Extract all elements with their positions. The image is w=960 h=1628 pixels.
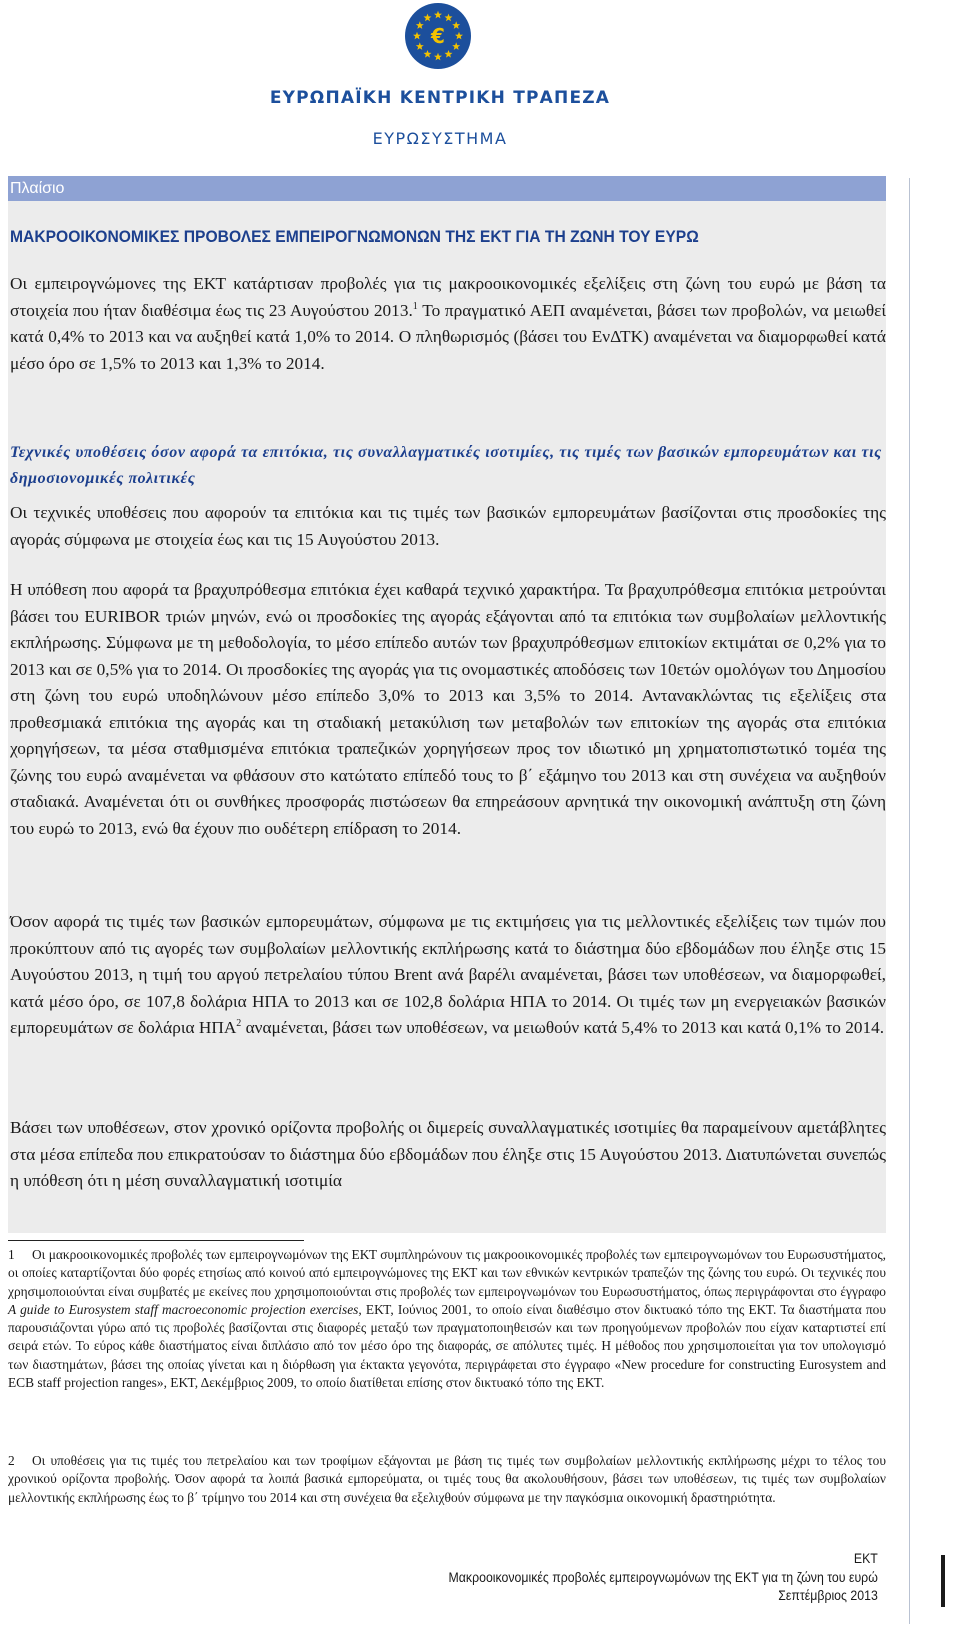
paragraph-exchange-rates: Βάσει των υποθέσεων, στον χρονικό ορίζοντα προβολής οι διμερείς συναλλαγματικές ισοτιμίες θα παραμείνουν αμετάβλητες στα μέσα επίπεδα που επικρατούσαν το διάστημα δύο εβδομάδων που έληξε στις 15 Αυγούστου 2013. Διατυπώνεται συνεπώς η υπόθεση ότι η μέση συναλλαγματική ισοτιμία bbox=[10, 1118, 886, 1190]
paragraph-interest-rates-intro: Οι τεχνικές υποθέσεις που αφορούν τα επιτόκια και τις τιμές των βασικών εμπορευμάτων βασίζονται στις προσδοκίες της αγοράς σύμφωνα με στοιχεία έως και τις 15 Αυγούστου 2013. bbox=[10, 503, 886, 549]
footer-date: Σεπτέμβριος 2013 bbox=[778, 1587, 878, 1603]
footer-publication: Μακροοικονομικές προβολές εμπειρογνωμόνων της ΕΚΤ για τη ζώνη του ευρώ bbox=[448, 1568, 878, 1585]
page-footer bbox=[449, 1549, 878, 1605]
commodity-text-a: Όσον αφορά τις τιμές των βασικών εμπορευμάτων, σύμφωνα με τις εκτιμήσεις για τις μελλοντικές εξελίξεις των τιμών που προκύπτουν από τις αγορές των συμβολαίων μελλοντικής εκπλήρωσης κατά το διάστημα δύο εβδομάδων που έληξε στις 15 Αυγούστου 2013, η τιμή του αργού πετρελαίου τύπου Brent ανά βαρέλι αναμένεται, βάσει των υποθέσεων, να διαμορφωθεί, κατά μέσο όρο, σε 107,8 δολάρια ΗΠΑ το 2013 και σε 102,8 δολάρια ΗΠΑ το 2014. Οι τιμές των μη ενεργειακών βασικών εμπορευμάτων σε δολάρια ΗΠΑ bbox=[10, 912, 886, 1037]
section-subheading: Τεχνικές υποθέσεις όσον αφορά τα επιτόκια, τις συναλλαγματικές ισοτιμίες, τις τιμές των βασικών εμπορευμάτων και τις δημοσιονομικές πολιτικές bbox=[10, 444, 882, 487]
paragraph-short-term-rates: Η υπόθεση που αφορά τα βραχυπρόθεσμα επιτόκια έχει καθαρά τεχνικό χαρακτήρα. Τα βραχυπρόθεσμα επιτόκια μετρούνται βάσει του EURIBOR τριών μηνών, ενώ οι προσδοκίες της αγοράς εξάγονται από τα επιτόκια των συμβολαίων μελλοντικής εκπλήρωσης. Σύμφωνα με τη μεθοδολογία, το μέσο επίπεδο αυτών των βραχυπρόθεσμων επιτοκίων εκτιμάται σε 0,2% για το 2013 και σε 0,5% για το 2014. Οι προσδοκίες της αγοράς για τις ονομαστικές αποδόσεις των 10ετών ομολόγων του Δημοσίου στη ζώνη του ευρώ υποδηλώνουν μέσο επίπεδο 3,0% το 2013 και 3,5% το 2014. Αντανακλώντας τις εξελίξεις στα προθεσμιακά επιτόκια της αγοράς και τη σταδιακή μετακύλιση των μεταβολών των επιτοκίων της αγοράς στα επιτόκια χορηγήσεων, τα μέσα σταθμισμένα επιτόκια τραπεζικών χορηγήσεων προς τον ιδιωτικό μη χρηματοπιστωτικό τομέα της ζώνης του ευρώ αναμένεται να φθάσουν στο κατώτατο επίπεδό τους το β΄ εξάμηνο του 2013 και στη συνέχεια να αυξηθούν σταδιακά. Αναμένεται ότι οι συνθήκες προσφοράς πιστώσεων θα επηρεάσουν αρνητικά την οικονομική ανάπτυξη στη ζώνη του ευρώ το 2013, ενώ θα έχουν πιο ουδέτερη επίδραση το 2014. bbox=[10, 580, 886, 838]
footnote-ref-2[interactable]: 2 bbox=[236, 1018, 242, 1030]
footer-org: ΕΚΤ bbox=[854, 1550, 878, 1566]
footnote-separator bbox=[8, 1240, 304, 1241]
intro-text-a: Οι εμπειρογνώμονες της ΕΚΤ κατάρτισαν προβολές για τις μακροοικονομικές εξελίξεις στη ζώνη του ευρώ με βάση τα στοιχεία που ήταν διαθέσιμα έως τις 23 Αυγούστου 2013. bbox=[10, 274, 886, 320]
footnote-text: Οι μακροοικονομικές προβολές των εμπειρογνωμόνων της ΕΚΤ συμπληρώνουν τις μακροοικονομικές προβολές των εμπειρογνωμόνων του Ευρωσυστήματος, οι οποίες καταρτίζονται δύο φορές ετησίως από κοινού από εμπειρογνώμονες της ΕΚΤ και των εθνικών κεντρικών τραπεζών της ζώνης του ευρώ. Οι τεχνικές που χρησιμοποιούνται είναι συμβατές με εκείνες που χρησιμοποιούνται στις προβολές των εμπειρογνωμόνων του Ευρωσυστήματος, όπως περιγράφονται στο έγγραφο bbox=[8, 1247, 886, 1299]
commodity-text-b: αναμένεται, βάσει των υποθέσεων, να μειωθούν κατά 5,4% το 2013 και κατά 0,1% το 2014. bbox=[241, 1018, 885, 1037]
paragraph-commodity-prices bbox=[10, 909, 886, 1042]
footnote-publication-title: A guide to Eurosystem staff macroeconomic projection exercises bbox=[8, 1301, 359, 1317]
euro-sign-icon: € bbox=[431, 24, 445, 48]
footnote-2 bbox=[8, 1452, 886, 1507]
ecb-logo bbox=[0, 0, 960, 170]
footnote-text: Οι υποθέσεις για τις τιμές του πετρελαίου και των τροφίμων εξάγονται με βάση τις τιμές των συμβολαίων μελλοντικής εκπλήρωσης μέχρι το τέλος του χρονικού ορίζοντα προβολής. Όσον αφορά τα λοιπά βασικά εμπορεύματα, οι τιμές τους θα ακολουθήσουν, βάσει των υποθέσεων, τις τιμές των συμβολαίων μελλοντικής εκπλήρωσης έως το β΄ τρίμηνο του 2014 και στη συνέχεια θα εξελιχθούν σύμφωνα με την παγκόσμια οικονομική δραστηριότητα. bbox=[8, 1453, 886, 1505]
intro-text-b: Το πραγματικό ΑΕΠ αναμένεται, βάσει των προβολών, να μειωθεί κατά 0,4% το 2013 και να αυξηθεί κατά 1,0% το 2014. Ο πληθωρισμός (βάσει του ΕνΔΤΚ) αναμένεται να διαμορφωθεί κατά μέσο όρο σε 1,5% το 2013 και 1,3% το 2014. bbox=[10, 300, 886, 373]
intro-paragraph bbox=[10, 271, 886, 377]
footnote-number: 1 bbox=[8, 1247, 15, 1262]
institution-name: ΕΥΡΩΠΑΪΚΗ ΚΕΝΤΡΙΚΗ ΤΡΑΠΕΖΑ bbox=[269, 88, 611, 108]
footnote-ref-1[interactable]: 1 bbox=[412, 300, 418, 312]
system-name: ΕΥΡΩΣΥΣΤΗΜΑ bbox=[372, 129, 508, 148]
box-panel bbox=[8, 176, 886, 1233]
box-title: ΜΑΚΡΟΟΙΚΟΝΟΜΙΚΕΣ ΠΡΟΒΟΛΕΣ ΕΜΠΕΙΡΟΓΝΩΜΟΝΩΝ ΤΗΣ ΕΚΤ ΓΙΑ ΤΗ ΖΩΝΗ ΤΟΥ ΕΥΡΩ bbox=[10, 227, 699, 246]
footnote-1 bbox=[8, 1246, 886, 1392]
euro-stars-emblem-icon bbox=[404, 2, 472, 70]
footnote-number: 2 bbox=[8, 1453, 15, 1468]
page-margin-rule bbox=[909, 178, 910, 1624]
footer-bar bbox=[941, 1555, 945, 1607]
box-label: Πλαίσιο bbox=[8, 176, 886, 201]
footnote-text: , ΕΚΤ, Ιούνιος 2001, το οποίο είναι διαθέσιμο στον δικτυακό τόπο της ΕΚΤ. Τα διαστήματα που παρουσιάζονται γύρω από τις προβολές βασίζονται στις διαφορές μεταξύ των πραγματοποιηθεισών και των προηγούμενων προβολών που είχαν καταρτιστεί επί σειρά ετών. Το εύρος κάθε διαστήματος είναι διπλάσιο από τον μέσο όρο της διαφοράς, σε απόλυτες τιμές. Η μέθοδος που χρησιμοποιείται για τον υπολογισμό των διαστημάτων, βάσει της οποίας γίνεται και η διόρθωση για έκτακτα γεγονότα, περιγράφεται στο έγγραφο «New procedure for constructing Eurosystem and ECB staff projection ranges», ΕΚΤ, Δεκέμβριος 2009, το οποίο διατίθεται επίσης στον δικτυακό τόπο της ΕΚΤ. bbox=[8, 1301, 886, 1391]
